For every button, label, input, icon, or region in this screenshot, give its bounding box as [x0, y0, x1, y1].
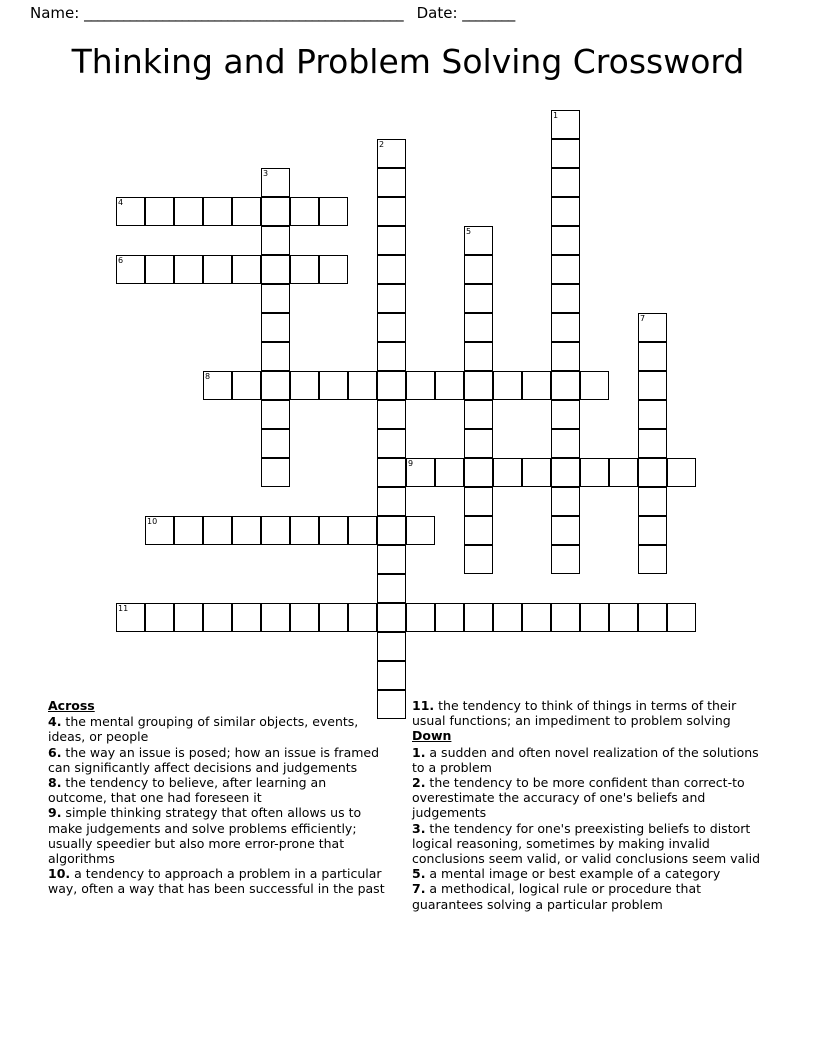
grid-cell[interactable]	[638, 487, 667, 516]
grid-cell[interactable]	[493, 458, 522, 487]
page-title: Thinking and Problem Solving Crossword	[71, 42, 745, 81]
grid-cell[interactable]	[116, 197, 145, 226]
grid-cell[interactable]	[261, 458, 290, 487]
grid-cell[interactable]	[319, 516, 348, 545]
grid-cell[interactable]	[290, 516, 319, 545]
grid-cell[interactable]	[638, 458, 667, 487]
clues-column-left	[48, 698, 388, 897]
down-clue-list	[412, 745, 772, 912]
grid-cell-number: 8	[205, 372, 211, 381]
clue-item	[48, 745, 388, 775]
name-write-line[interactable]: _________________________________________________	[84, 4, 403, 22]
grid-cell-number: 4	[118, 198, 124, 207]
clue-number: 9.	[48, 805, 62, 821]
grid-cell[interactable]	[609, 603, 638, 632]
grid-cell[interactable]	[406, 603, 435, 632]
clue-text: the tendency to believe, after learning an outcome, that one had foreseen it	[48, 775, 327, 806]
clue-number: 11.	[412, 698, 435, 713]
grid-cell[interactable]	[377, 168, 406, 197]
name-label: Name:	[30, 4, 80, 22]
grid-cell[interactable]	[377, 661, 406, 690]
grid-cell[interactable]	[377, 226, 406, 255]
grid-cell[interactable]	[464, 516, 493, 545]
grid-cell[interactable]	[319, 197, 348, 226]
clue-text: a mental image or best example of a category	[425, 866, 721, 882]
grid-cell[interactable]	[638, 516, 667, 545]
grid-cell[interactable]	[551, 458, 580, 487]
grid-cell-number: 1	[553, 111, 559, 120]
grid-cell[interactable]	[232, 255, 261, 284]
grid-cell-number: 3	[263, 169, 269, 178]
grid-cell[interactable]	[377, 545, 406, 574]
grid-cell[interactable]	[406, 458, 435, 487]
grid-cell-number: 10	[147, 517, 158, 526]
grid-cell[interactable]	[609, 458, 638, 487]
grid-cell[interactable]	[261, 284, 290, 313]
grid-cell[interactable]	[638, 429, 667, 458]
clue-text: simple thinking strategy that often allows us to make judgements and solve problems efficiently; usually speedier but also more error-prone that algorithms	[48, 805, 362, 867]
date-write-line[interactable]: ________	[462, 4, 515, 22]
grid-cell[interactable]	[377, 342, 406, 371]
grid-cell[interactable]	[638, 400, 667, 429]
clue-text: a sudden and often novel realization of the solutions to a problem	[412, 744, 759, 775]
grid-cell[interactable]	[145, 603, 174, 632]
grid-cell[interactable]	[348, 603, 377, 632]
clue-number: 1.	[412, 744, 426, 760]
grid-cell[interactable]	[464, 458, 493, 487]
clue-text: the tendency for one's preexisting beliefs to distort logical reasoning, sometimes by making invalid conclusions seem valid, or valid conclusions seem valid	[412, 820, 761, 867]
grid-cell[interactable]	[638, 313, 667, 342]
date-label: Date:	[416, 4, 458, 22]
grid-cell[interactable]	[261, 603, 290, 632]
grid-cell[interactable]	[638, 603, 667, 632]
grid-cell[interactable]	[203, 371, 232, 400]
clue-item	[48, 775, 388, 805]
grid-cell[interactable]	[261, 313, 290, 342]
grid-cell[interactable]	[551, 284, 580, 313]
grid-cell[interactable]	[406, 371, 435, 400]
grid-cell[interactable]	[551, 110, 580, 139]
grid-cell[interactable]	[261, 400, 290, 429]
grid-cell[interactable]	[493, 603, 522, 632]
grid-cell[interactable]	[232, 516, 261, 545]
grid-cell[interactable]	[116, 603, 145, 632]
grid-cell[interactable]	[174, 516, 203, 545]
clue-item	[48, 805, 388, 866]
grid-cell[interactable]	[551, 168, 580, 197]
grid-cell[interactable]	[203, 516, 232, 545]
grid-cell[interactable]	[203, 603, 232, 632]
grid-cell[interactable]	[377, 516, 406, 545]
grid-cell[interactable]	[464, 342, 493, 371]
grid-cell[interactable]	[522, 458, 551, 487]
grid-cell[interactable]	[551, 342, 580, 371]
grid-cell[interactable]	[261, 342, 290, 371]
grid-cell[interactable]	[261, 168, 290, 197]
grid-cell[interactable]	[464, 313, 493, 342]
grid-cell[interactable]	[174, 197, 203, 226]
grid-cell[interactable]	[377, 400, 406, 429]
grid-cell[interactable]	[377, 371, 406, 400]
clue-number: 6.	[48, 744, 62, 760]
grid-cell[interactable]	[261, 197, 290, 226]
grid-cell[interactable]	[667, 603, 696, 632]
grid-cell[interactable]	[406, 516, 435, 545]
grid-cell[interactable]	[638, 342, 667, 371]
grid-cell[interactable]	[464, 371, 493, 400]
grid-cell-number: 11	[118, 604, 129, 613]
grid-cell[interactable]	[319, 371, 348, 400]
grid-cell-number: 9	[408, 459, 414, 468]
grid-cell[interactable]	[232, 371, 261, 400]
clue-item	[48, 866, 388, 896]
grid-cell[interactable]	[551, 429, 580, 458]
grid-cell[interactable]	[145, 516, 174, 545]
grid-cell[interactable]	[464, 545, 493, 574]
grid-cell[interactable]	[261, 429, 290, 458]
grid-cell[interactable]	[377, 255, 406, 284]
grid-cell[interactable]	[377, 574, 406, 603]
crossword-grid[interactable]	[0, 100, 816, 700]
grid-cell[interactable]	[638, 371, 667, 400]
grid-cell[interactable]	[464, 603, 493, 632]
clue-number: 7.	[412, 881, 426, 897]
clue-text: a tendency to approach a problem in a particular way, often a way that has been successful in the past	[48, 866, 385, 897]
clue-number: 5.	[412, 866, 426, 882]
clue-number: 3.	[412, 820, 426, 836]
clue-item	[412, 698, 772, 728]
grid-cell[interactable]	[377, 603, 406, 632]
clue-number: 4.	[48, 714, 62, 730]
grid-cell[interactable]	[319, 603, 348, 632]
grid-cell[interactable]	[493, 371, 522, 400]
grid-cell[interactable]	[464, 226, 493, 255]
grid-cell[interactable]	[377, 458, 406, 487]
grid-cell[interactable]	[377, 487, 406, 516]
grid-cell[interactable]	[232, 197, 261, 226]
grid-cell[interactable]	[261, 371, 290, 400]
clue-item	[412, 881, 772, 911]
date-field-label	[417, 4, 515, 22]
grid-cell[interactable]	[348, 371, 377, 400]
grid-cell[interactable]	[290, 197, 319, 226]
grid-cell[interactable]	[377, 284, 406, 313]
name-field-label	[30, 4, 403, 22]
grid-cell[interactable]	[580, 371, 609, 400]
grid-cell[interactable]	[435, 458, 464, 487]
grid-cell[interactable]	[290, 603, 319, 632]
grid-cell[interactable]	[464, 255, 493, 284]
grid-cell[interactable]	[377, 632, 406, 661]
grid-cell[interactable]	[348, 516, 377, 545]
grid-cell[interactable]	[667, 458, 696, 487]
grid-cell[interactable]	[203, 197, 232, 226]
across-clue-list-part1	[48, 714, 388, 896]
clue-text: the tendency to be more confident than correct-to overestimate the accuracy of one's beliefs and judgements	[412, 775, 745, 821]
grid-cell[interactable]	[435, 603, 464, 632]
grid-cell[interactable]	[464, 487, 493, 516]
grid-cell[interactable]	[551, 516, 580, 545]
grid-cell[interactable]	[551, 487, 580, 516]
grid-cell[interactable]	[551, 197, 580, 226]
grid-cell-number: 7	[640, 314, 646, 323]
grid-cell[interactable]	[290, 255, 319, 284]
grid-cell[interactable]	[464, 284, 493, 313]
grid-cell-number: 5	[466, 227, 472, 236]
clue-number: 2.	[412, 775, 426, 791]
grid-cell[interactable]	[464, 400, 493, 429]
grid-cell[interactable]	[116, 255, 145, 284]
grid-cell[interactable]	[377, 197, 406, 226]
grid-cell[interactable]	[261, 255, 290, 284]
grid-cell[interactable]	[551, 139, 580, 168]
grid-cell[interactable]	[551, 255, 580, 284]
grid-cell[interactable]	[145, 197, 174, 226]
grid-cell[interactable]	[551, 603, 580, 632]
grid-cell[interactable]	[580, 458, 609, 487]
grid-cell[interactable]	[377, 429, 406, 458]
clue-item	[412, 775, 772, 821]
clue-item	[412, 745, 772, 775]
clues-area	[48, 698, 772, 968]
clue-number: 8.	[48, 775, 62, 791]
grid-cell[interactable]	[290, 371, 319, 400]
grid-cell[interactable]	[232, 603, 261, 632]
grid-cell[interactable]	[261, 516, 290, 545]
clue-text: the tendency to think of things in terms of their usual functions; an impediment to problem solving	[412, 698, 737, 729]
across-clue-list-part2	[412, 698, 772, 728]
grid-cell[interactable]	[551, 400, 580, 429]
grid-cell[interactable]	[377, 139, 406, 168]
grid-cell[interactable]	[203, 255, 232, 284]
down-heading: Down	[412, 728, 452, 744]
grid-cell[interactable]	[174, 255, 203, 284]
grid-cell[interactable]	[377, 313, 406, 342]
grid-cell[interactable]	[522, 371, 551, 400]
grid-cell[interactable]	[551, 545, 580, 574]
clues-column-right	[412, 698, 772, 912]
grid-cell[interactable]	[551, 226, 580, 255]
header-fields	[0, 0, 816, 26]
clue-item	[412, 821, 772, 867]
grid-cell[interactable]	[551, 371, 580, 400]
grid-cell[interactable]	[638, 545, 667, 574]
clue-item	[48, 714, 388, 744]
grid-cell[interactable]	[261, 226, 290, 255]
grid-cell[interactable]	[551, 313, 580, 342]
grid-cell[interactable]	[319, 255, 348, 284]
across-heading: Across	[48, 698, 95, 713]
grid-cell[interactable]	[145, 255, 174, 284]
grid-cell[interactable]	[522, 603, 551, 632]
clue-item	[412, 866, 772, 881]
grid-cell[interactable]	[580, 603, 609, 632]
clue-text: the mental grouping of similar objects, events, ideas, or people	[48, 714, 359, 745]
clue-text: a methodical, logical rule or procedure that guarantees solving a particular problem	[412, 881, 702, 912]
grid-cell-number: 6	[118, 256, 124, 265]
clue-text: the way an issue is posed; how an issue is framed can significantly affect decisions and judgements	[48, 744, 380, 775]
grid-cell[interactable]	[174, 603, 203, 632]
grid-cell-number: 2	[379, 140, 385, 149]
grid-cell[interactable]	[464, 429, 493, 458]
grid-cell[interactable]	[435, 371, 464, 400]
clue-number: 10.	[48, 866, 71, 882]
